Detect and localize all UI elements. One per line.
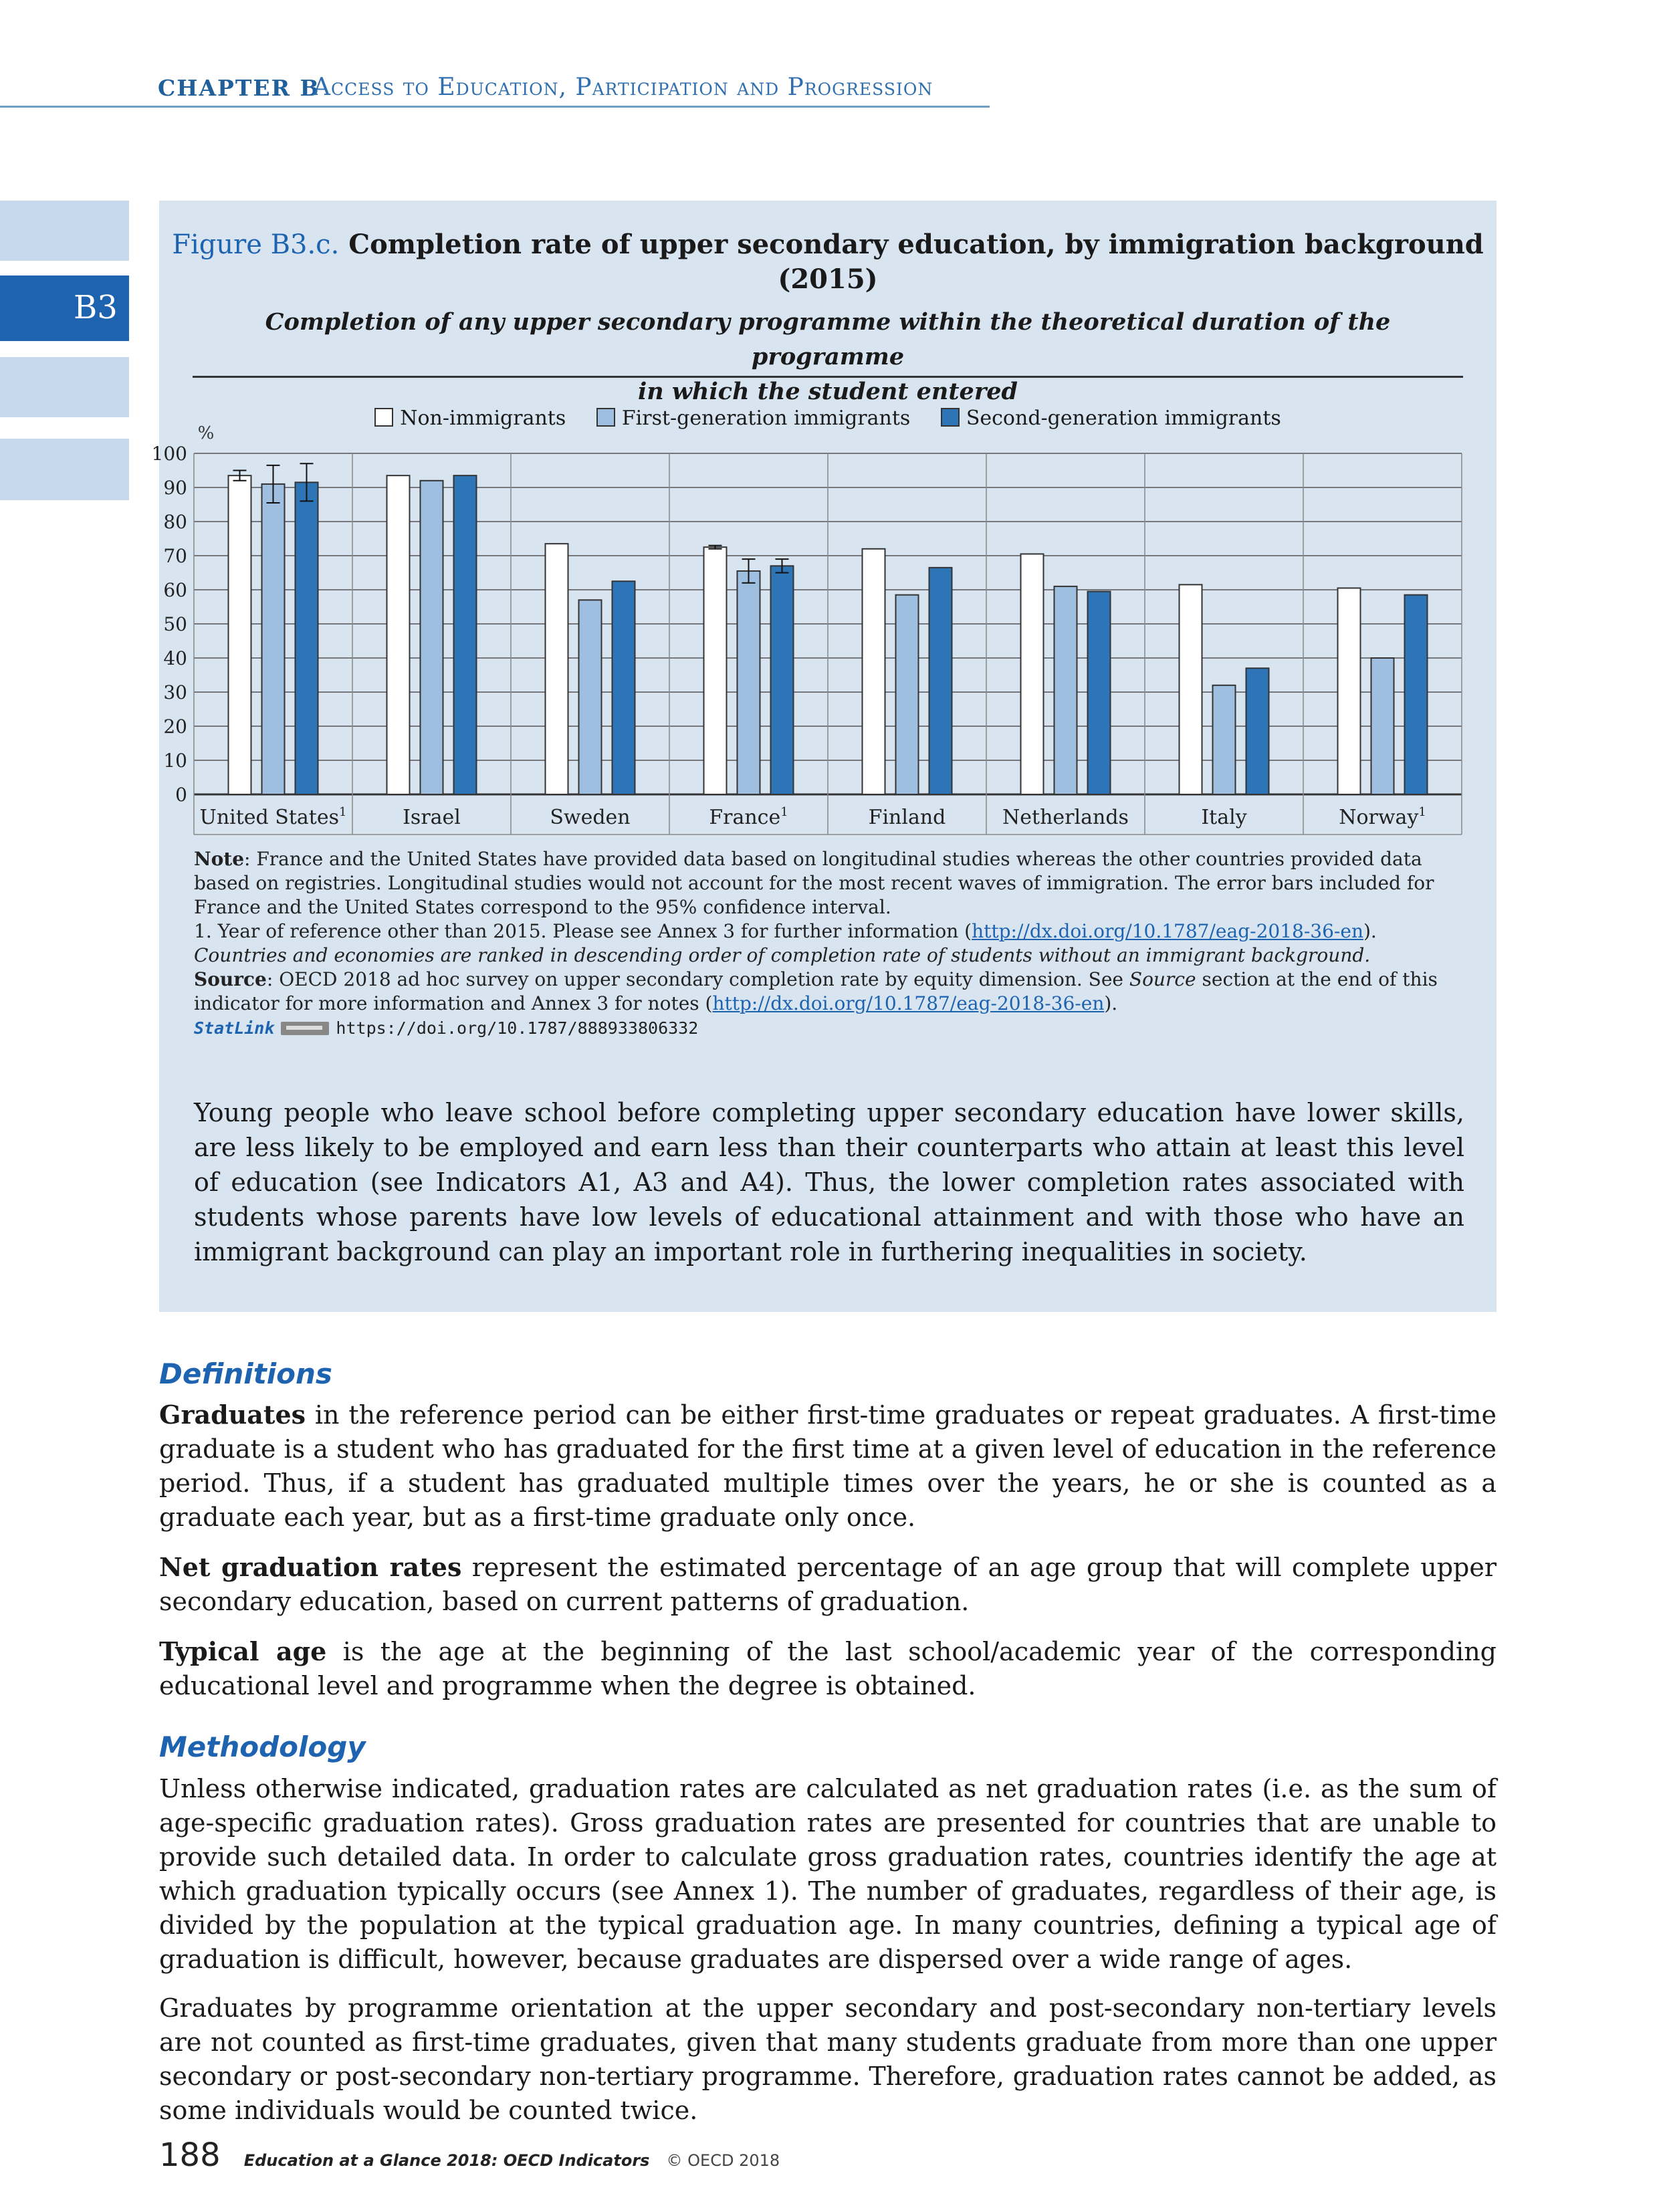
definition-typical-age-text: is the age at the beginning of the last school/academic year of the corresponding educational level and programme when the degree is obtained. [159, 1637, 1497, 1700]
bar-sweden-series-0 [546, 544, 568, 794]
x-tick-label-norway: Norway$^1$ [1339, 805, 1426, 829]
chapter-title: Access to Education, Participation and Progression [313, 74, 933, 101]
side-tab-lower-2 [0, 439, 129, 500]
bar-france-series-2 [771, 566, 794, 794]
source-label: Source [194, 968, 267, 990]
footnote-1-text: 1. Year of reference other than 2015. Please see Annex 3 for further information ( [194, 920, 972, 942]
statlink-icon[interactable] [281, 1022, 329, 1035]
source-italic: Source [1129, 968, 1196, 990]
x-tick-label-france: France$^1$ [709, 805, 788, 829]
bar-united-states-series-1 [262, 484, 285, 794]
y-tick-label-100: 100 [151, 443, 187, 465]
footnote-1-end: ). [1363, 920, 1377, 942]
y-axis-label: % [197, 423, 215, 443]
definition-typical-age-term: Typical age [159, 1636, 327, 1666]
bar-norway-series-1 [1371, 658, 1394, 794]
source-paragraph [194, 968, 1464, 1016]
x-tick-label-israel: Israel [403, 806, 461, 829]
y-tick-label-0: 0 [175, 784, 187, 806]
definition-graduates-term: Graduates [159, 1400, 306, 1430]
definition-net-graduation-term: Net graduation rates [159, 1552, 462, 1582]
chapter-header [0, 64, 990, 108]
bar-italy-series-1 [1213, 685, 1236, 794]
figure-number: Figure B3.c. [172, 229, 340, 260]
y-tick-label-60: 60 [163, 579, 187, 601]
y-tick-label-30: 30 [163, 681, 187, 703]
bar-finland-series-1 [896, 595, 919, 794]
bar-israel-series-0 [387, 475, 410, 794]
footnote-1-link[interactable]: http://dx.doi.org/10.1787/eag-2018-36-en [972, 920, 1363, 942]
y-tick-label-40: 40 [163, 647, 187, 669]
x-tick-footnote-marker: 1 [780, 805, 788, 819]
y-tick-label-20: 20 [163, 715, 187, 738]
footnote-1 [194, 919, 1464, 944]
bar-israel-series-2 [454, 475, 477, 794]
bar-united-states-series-2 [296, 482, 318, 794]
x-tick-label-sweden: Sweden [550, 806, 631, 829]
bar-sweden-series-2 [613, 581, 635, 794]
figure-title-line2: (2015) [778, 263, 878, 295]
statlink-url[interactable]: https://doi.org/10.1787/888933806332 [336, 1018, 699, 1038]
y-tick-label-50: 50 [163, 613, 187, 635]
figure-title-line1: Completion rate of upper secondary education, by immigration background [348, 229, 1484, 260]
side-tab-active [0, 275, 129, 341]
legend-label-second-generation: Second-generation immigrants [966, 407, 1281, 430]
methodology-paragraph-1: Unless otherwise indicated, graduation rates are calculated as net graduation rates (i.e. as the sum of age-specific graduation rates). Gross graduation rates are presented for countries that are unable to provide such detailed data. In order to calculate gross graduation rates, countries identify the age at which graduation typically occurs (see Annex 1). The number of graduates, regardless of their age, is divided by the population at the typical graduation age. In many countries, defining a typical age of graduation is difficult, however, because graduates are dispersed over a wide range of ages. [159, 1774, 1497, 1974]
bar-norway-series-0 [1338, 588, 1361, 794]
side-tab-label: B3 [74, 289, 118, 326]
methodology-heading: Methodology [159, 1731, 366, 1763]
y-tick-label-80: 80 [163, 511, 187, 533]
side-tab-upper [0, 201, 129, 261]
figure-subtitle-line1: Completion of any upper secondary programme within the theoretical duration of the programme [265, 308, 1391, 370]
page-footer [159, 2136, 780, 2174]
figure-subtitle-line2: in which the student entered [638, 378, 1018, 405]
source-link[interactable]: http://dx.doi.org/10.1787/eag-2018-36-en [712, 992, 1105, 1014]
ranking-note: Countries and economies are ranked in descending order of completion rate of students without an immigrant background. [194, 944, 1371, 966]
bar-france-series-1 [738, 571, 760, 794]
bar-france-series-0 [704, 547, 727, 794]
publication-title: Education at a Glance 2018: OECD Indicators [243, 2151, 650, 2170]
figure-box [151, 201, 1497, 1312]
page-number: 188 [159, 2136, 221, 2174]
y-tick-label-90: 90 [163, 477, 187, 499]
side-tab-lower-1 [0, 357, 129, 417]
note-text: : France and the United States have provided data based on longitudinal studies whereas the other countries provided data based on registries. Longitudinal studies would not account for the most recent waves of immigration. The error bars included for France and the United States correspond to the 95% confidence interval. [194, 848, 1434, 918]
x-tick-label-netherlands: Netherlands [1002, 806, 1129, 829]
bar-netherlands-series-2 [1088, 592, 1111, 794]
definition-typical-age [159, 1634, 1497, 1703]
note-paragraph [194, 847, 1464, 919]
methodology-paragraph-2: Graduates by programme orientation at the upper secondary and post-secondary non-tertiary levels are not counted as first-time graduates, given that many students graduate from more than one upper secondary or post-secondary non-tertiary programme. Therefore, graduation rates cannot be added, as some individuals would be counted twice. [159, 1993, 1497, 2125]
bar-israel-series-1 [421, 481, 443, 794]
note-label: Note [194, 848, 245, 870]
definition-net-graduation-rates [159, 1550, 1497, 1619]
bar-united-states-series-0 [229, 475, 251, 794]
bar-italy-series-2 [1246, 668, 1269, 794]
source-text-1: : OECD 2018 ad hoc survey on upper secondary completion rate by equity dimension. See [266, 968, 1129, 990]
source-text-2: section at the end of this indicator for more information and Annex 3 for notes ( [194, 968, 1438, 1014]
x-tick-label-italy: Italy [1201, 806, 1247, 829]
x-tick-footnote-marker: 1 [1418, 805, 1426, 819]
x-tick-label-finland: Finland [868, 806, 946, 829]
bar-italy-series-0 [1180, 584, 1202, 794]
definition-net-graduation-text: represent the estimated percentage of an age group that will complete upper secondary education, based on current patterns of graduation. [159, 1553, 1497, 1616]
completion-rate-chart [151, 201, 1497, 843]
bar-finland-series-0 [863, 549, 885, 794]
bar-netherlands-series-0 [1021, 554, 1044, 794]
x-tick-label-united-states: United States$^1$ [199, 805, 347, 829]
definitions-heading: Definitions [159, 1357, 332, 1390]
bar-sweden-series-1 [579, 600, 602, 794]
bar-netherlands-series-1 [1055, 586, 1077, 794]
legend-label-non-immigrants: Non-immigrants [400, 407, 566, 430]
bar-norway-series-2 [1405, 595, 1428, 794]
copyright: © OECD 2018 [666, 2151, 780, 2170]
figure-notes [194, 847, 1464, 1040]
y-tick-label-70: 70 [163, 545, 187, 567]
source-end: ). [1104, 992, 1118, 1014]
y-tick-label-10: 10 [163, 750, 187, 772]
legend-label-first-generation: First-generation immigrants [621, 407, 911, 430]
bar-finland-series-2 [929, 568, 952, 794]
box-paragraph: Young people who leave school before completing upper secondary education have lower skills, are less likely to be employed and earn less than their counterparts who attain at least this level of education (see Indicators A1, A3 and A4). Thus, the lower completion rates associated with students whose parents have low levels of educational attainment and with those who have an immigrant background can play an important role in furthering inequalities in society. [194, 1098, 1464, 1266]
chapter-label: CHAPTER B [158, 75, 320, 101]
definition-graduates [159, 1398, 1497, 1535]
definition-graduates-text: in the reference period can be either first-time graduates or repeat graduates. A first-time graduate is a student who has graduated for the first time at a given level of education in the reference period. Thus, if a student has graduated multiple times over the years, he or she is counted as a graduate each year, but as a first-time graduate only once. [159, 1400, 1497, 1532]
statlink-line [194, 1016, 1464, 1040]
x-tick-footnote-marker: 1 [339, 805, 347, 819]
statlink-label: StatLink [194, 1018, 275, 1038]
